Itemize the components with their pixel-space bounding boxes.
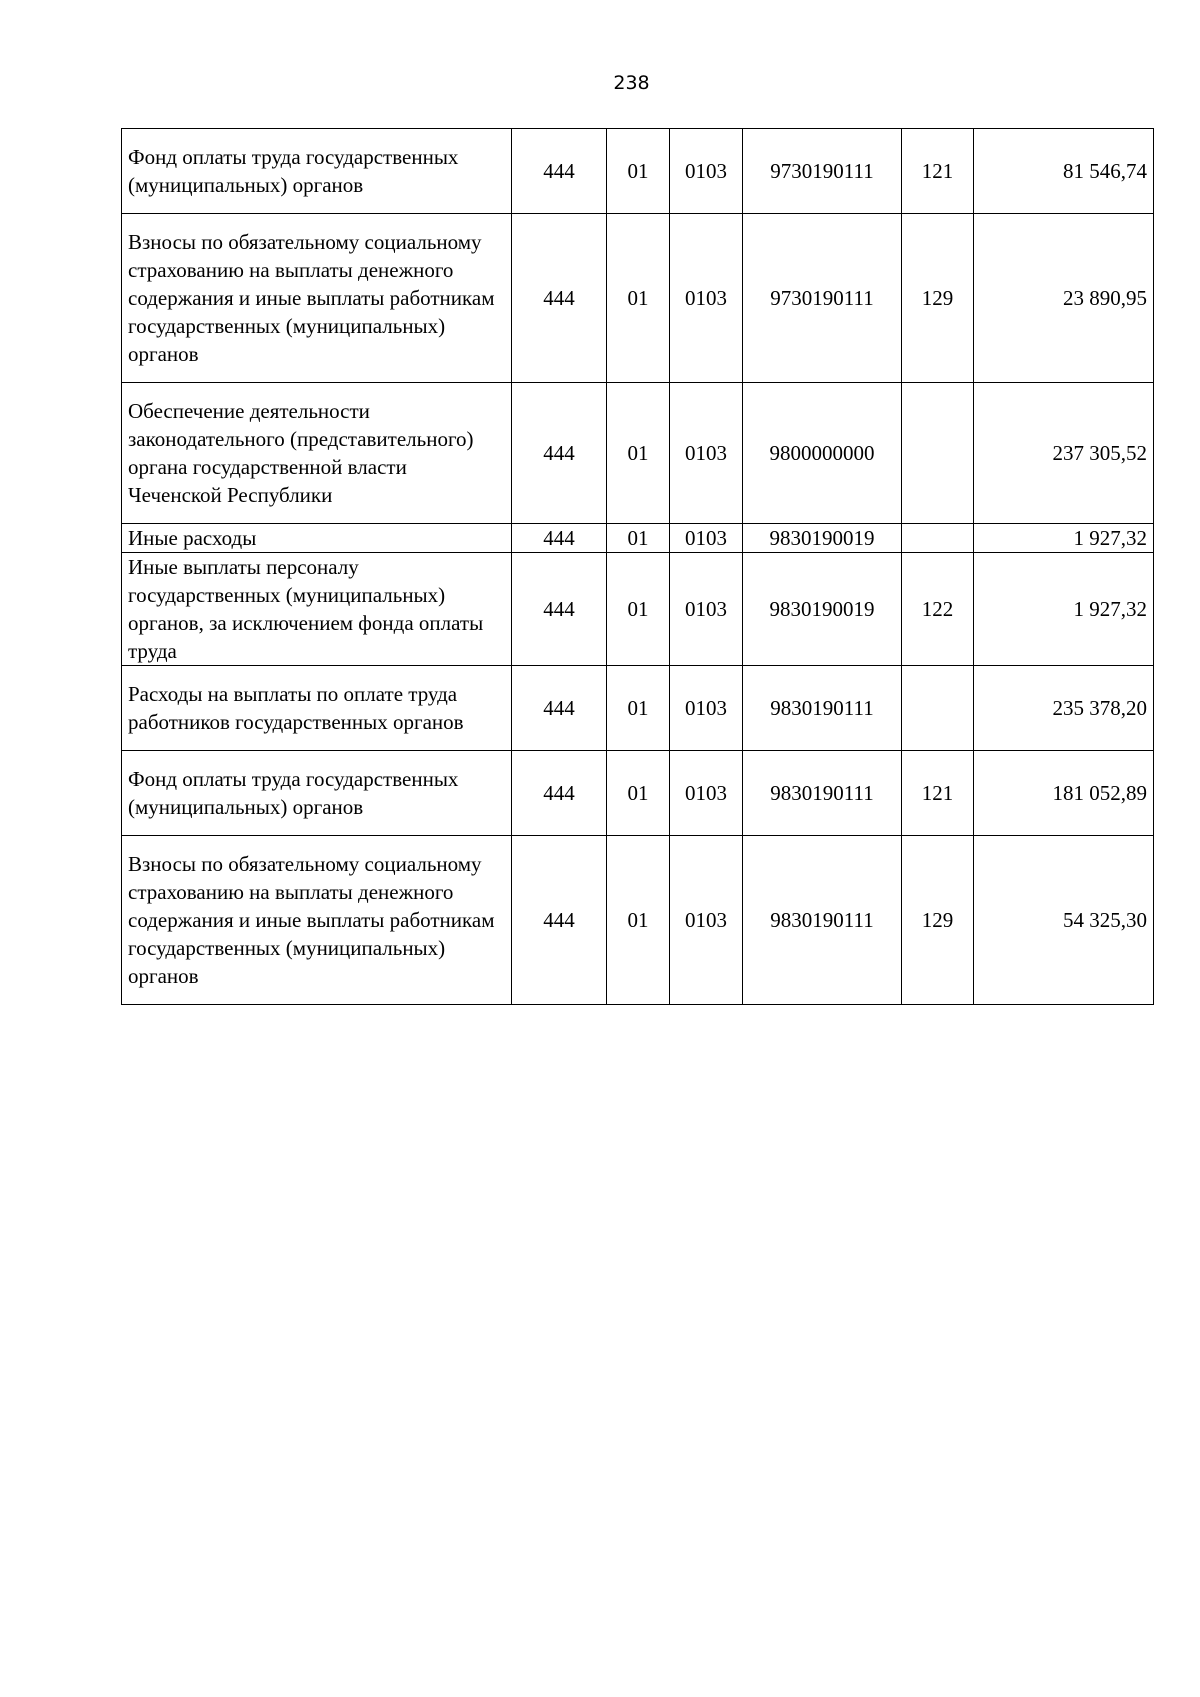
row-vr-code: 121 — [902, 129, 974, 214]
row-rz-code: 01 — [607, 751, 670, 836]
table-row — [122, 129, 1154, 214]
row-vr-code — [902, 524, 974, 553]
row-rz-code: 01 — [607, 129, 670, 214]
table-row — [122, 553, 1154, 666]
row-rz-code: 01 — [607, 666, 670, 751]
row-name: Взносы по обязательному социальному страхованию на выплаты денежного содержания и иные выплаты работникам государственных (муниципальных) органов — [122, 836, 512, 1005]
row-csr-code: 9730190111 — [743, 129, 902, 214]
budget-table — [121, 128, 1154, 1005]
row-name: Фонд оплаты труда государственных (муниципальных) органов — [122, 129, 512, 214]
row-amount: 181 052,89 — [974, 751, 1154, 836]
row-rz-code: 01 — [607, 836, 670, 1005]
table-row — [122, 836, 1154, 1005]
row-pr-code: 0103 — [670, 666, 743, 751]
row-vr-code: 129 — [902, 214, 974, 383]
row-amount: 1 927,32 — [974, 524, 1154, 553]
row-vr-code — [902, 666, 974, 751]
row-name: Взносы по обязательному социальному страхованию на выплаты денежного содержания и иные выплаты работникам государственных (муниципальных) органов — [122, 214, 512, 383]
row-ved-code: 444 — [512, 666, 607, 751]
row-pr-code: 0103 — [670, 751, 743, 836]
row-rz-code: 01 — [607, 383, 670, 524]
row-vr-code: 122 — [902, 553, 974, 666]
table-row — [122, 383, 1154, 524]
row-name: Иные расходы — [122, 524, 512, 553]
row-rz-code: 01 — [607, 524, 670, 553]
table-row — [122, 751, 1154, 836]
row-csr-code: 9800000000 — [743, 383, 902, 524]
row-vr-code: 121 — [902, 751, 974, 836]
row-pr-code: 0103 — [670, 553, 743, 666]
row-rz-code: 01 — [607, 214, 670, 383]
table-row — [122, 666, 1154, 751]
row-amount: 23 890,95 — [974, 214, 1154, 383]
row-amount: 54 325,30 — [974, 836, 1154, 1005]
row-amount: 1 927,32 — [974, 553, 1154, 666]
page-number: 238 — [613, 72, 650, 94]
row-csr-code: 9830190111 — [743, 666, 902, 751]
row-ved-code: 444 — [512, 836, 607, 1005]
row-vr-code — [902, 383, 974, 524]
row-ved-code: 444 — [512, 129, 607, 214]
row-ved-code: 444 — [512, 751, 607, 836]
row-csr-code: 9830190111 — [743, 836, 902, 1005]
row-pr-code: 0103 — [670, 214, 743, 383]
row-ved-code: 444 — [512, 383, 607, 524]
row-pr-code: 0103 — [670, 383, 743, 524]
row-vr-code: 129 — [902, 836, 974, 1005]
row-name: Расходы на выплаты по оплате труда работников государственных органов — [122, 666, 512, 751]
row-name: Иные выплаты персоналу государственных (муниципальных) органов, за исключением фонда оплаты труда — [122, 553, 512, 666]
row-csr-code: 9830190019 — [743, 553, 902, 666]
row-amount: 81 546,74 — [974, 129, 1154, 214]
row-amount: 235 378,20 — [974, 666, 1154, 751]
row-name: Обеспечение деятельности законодательного (представительного) органа государственной власти Чеченской Республики — [122, 383, 512, 524]
row-amount: 237 305,52 — [974, 383, 1154, 524]
row-csr-code: 9830190111 — [743, 751, 902, 836]
row-ved-code: 444 — [512, 214, 607, 383]
row-name: Фонд оплаты труда государственных (муниципальных) органов — [122, 751, 512, 836]
row-ved-code: 444 — [512, 553, 607, 666]
row-rz-code: 01 — [607, 553, 670, 666]
row-ved-code: 444 — [512, 524, 607, 553]
table-row — [122, 214, 1154, 383]
row-pr-code: 0103 — [670, 129, 743, 214]
table-row — [122, 524, 1154, 553]
row-pr-code: 0103 — [670, 836, 743, 1005]
row-csr-code: 9830190019 — [743, 524, 902, 553]
row-pr-code: 0103 — [670, 524, 743, 553]
row-csr-code: 9730190111 — [743, 214, 902, 383]
